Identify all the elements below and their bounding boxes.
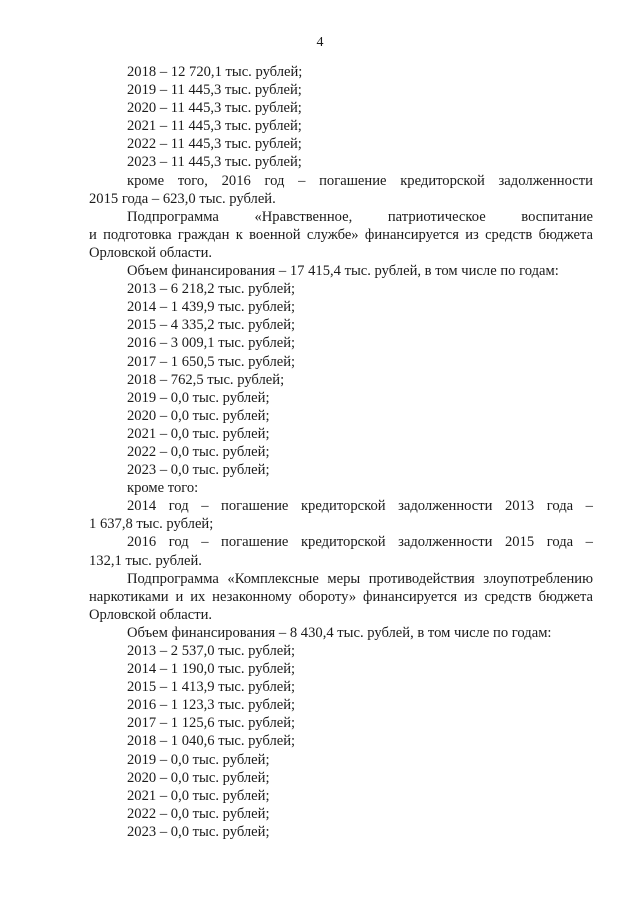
word: задолженности (398, 534, 493, 551)
word: 2016 (221, 172, 251, 189)
text-line: 132,1 тыс. рублей. (89, 552, 202, 569)
word: задолженности (398, 498, 493, 515)
word: финансируется (363, 588, 458, 605)
word: 2015 (505, 534, 535, 551)
text-line: 2015 – 4 335,2 тыс. рублей; (127, 317, 296, 334)
text-line: 1 637,8 тыс. рублей; (89, 516, 214, 533)
word: кредиторской (300, 498, 386, 515)
text-line: 2022 – 11 445,3 тыс. рублей; (127, 136, 302, 153)
word: бюджета (538, 226, 593, 243)
text-line: 2023 – 0,0 тыс. рублей; (127, 823, 270, 840)
word: года (546, 534, 574, 551)
text-line: 2016 – 1 123,3 тыс. рублей; (127, 697, 296, 714)
word: бюджета (538, 588, 593, 605)
text-line: 2021 – 0,0 тыс. рублей; (127, 787, 270, 804)
word: год (168, 498, 189, 515)
text-line: 2020 – 0,0 тыс. рублей; (127, 769, 270, 786)
word: из (465, 226, 479, 243)
word: погашение (221, 534, 289, 551)
text-line: 2020 – 11 445,3 тыс. рублей; (127, 100, 302, 117)
word: 2013 (505, 498, 535, 515)
word: граждан (177, 226, 230, 243)
word: – (585, 498, 593, 515)
word: задолженности (498, 172, 593, 189)
text-line: Объем финансирования – 8 430,4 тыс. рублей, в том числе по годам: (127, 624, 552, 641)
text-line: 2013 – 6 218,2 тыс. рублей; (127, 281, 296, 298)
word: к (235, 226, 243, 243)
text-line: 2023 – 0,0 тыс. рублей; (127, 462, 270, 479)
word: противодействия (368, 570, 475, 587)
text-line: Орловской области. (89, 606, 213, 623)
word: наркотиками (89, 588, 169, 605)
word: 2014 (127, 498, 157, 515)
word: Подпрограмма (127, 208, 219, 225)
word: военной (249, 226, 301, 243)
text-line: 2016 – 3 009,1 тыс. рублей; (127, 335, 296, 352)
text-line-justified (89, 497, 593, 515)
word: средств (485, 226, 533, 243)
word: их (190, 588, 206, 605)
word: погашение (319, 172, 387, 189)
text-line: 2017 – 1 650,5 тыс. рублей; (127, 353, 296, 370)
text-line: 2018 – 1 040,6 тыс. рублей; (127, 733, 296, 750)
document-body (89, 63, 593, 841)
word: незаконному (212, 588, 292, 605)
word: Подпрограмма (127, 570, 219, 587)
text-line-justified (89, 533, 593, 551)
text-line: 2022 – 0,0 тыс. рублей; (127, 805, 270, 822)
text-line: 2013 – 2 537,0 тыс. рублей; (127, 643, 296, 659)
text-line-justified (89, 588, 593, 606)
word: – (585, 534, 593, 551)
word: года (546, 498, 574, 515)
word: – (201, 498, 209, 515)
text-line-justified (89, 172, 593, 190)
word: кредиторской (400, 172, 485, 189)
text-line: 2014 – 1 439,9 тыс. рублей; (127, 299, 296, 316)
word: кредиторской (300, 534, 386, 551)
word: и (89, 226, 97, 243)
word: обороту» (298, 588, 357, 605)
text-line: 2019 – 0,0 тыс. рублей; (127, 751, 270, 768)
word: и (175, 588, 184, 605)
text-line: 2015 – 1 413,9 тыс. рублей; (127, 679, 296, 696)
text-line-justified (89, 570, 593, 588)
word: службе» (306, 226, 359, 243)
text-line: 2023 – 11 445,3 тыс. рублей; (127, 154, 302, 171)
word: – (201, 534, 209, 551)
word: – (298, 172, 306, 189)
word: 2016 (127, 534, 157, 551)
word: «Нравственное, (254, 208, 353, 225)
word: из (464, 588, 478, 605)
word: финансируется (364, 226, 459, 243)
text-line: 2019 – 0,0 тыс. рублей; (127, 389, 270, 406)
text-line: 2017 – 1 125,6 тыс. рублей; (127, 715, 296, 732)
text-line: 2020 – 0,0 тыс. рублей; (127, 407, 270, 424)
text-line: 2018 – 12 720,1 тыс. рублей; (127, 64, 303, 80)
text-line: 2014 – 1 190,0 тыс. рублей; (127, 661, 296, 678)
page-number: 4 (316, 35, 324, 50)
word: воспитание (521, 208, 593, 225)
word: погашение (221, 498, 289, 515)
word: «Комплексные (227, 570, 319, 587)
word: кроме (127, 172, 165, 189)
word: средств (484, 588, 532, 605)
text-line: Объем финансирования – 17 415,4 тыс. рублей, в том числе по годам: (127, 263, 559, 280)
text-line: 2015 года – 623,0 тыс. рублей. (89, 190, 276, 207)
word: злоупотреблению (483, 570, 593, 587)
word: того, (177, 172, 208, 189)
text-line: 2022 – 0,0 тыс. рублей; (127, 443, 270, 460)
word: подготовка (103, 226, 172, 243)
word: патриотическое (387, 208, 486, 225)
text-line: 2018 – 762,5 тыс. рублей; (127, 371, 285, 388)
text-line: 2021 – 0,0 тыс. рублей; (127, 425, 270, 442)
text-line: Орловской области. (89, 244, 213, 261)
text-line-justified (89, 226, 593, 244)
text-line: 2019 – 11 445,3 тыс. рублей; (127, 82, 302, 99)
word: меры (327, 570, 361, 587)
word: год (168, 534, 189, 551)
text-line: кроме того: (127, 480, 199, 497)
word: год (264, 172, 285, 189)
text-line-justified (89, 208, 593, 226)
text-line: 2021 – 11 445,3 тыс. рублей; (127, 118, 302, 135)
